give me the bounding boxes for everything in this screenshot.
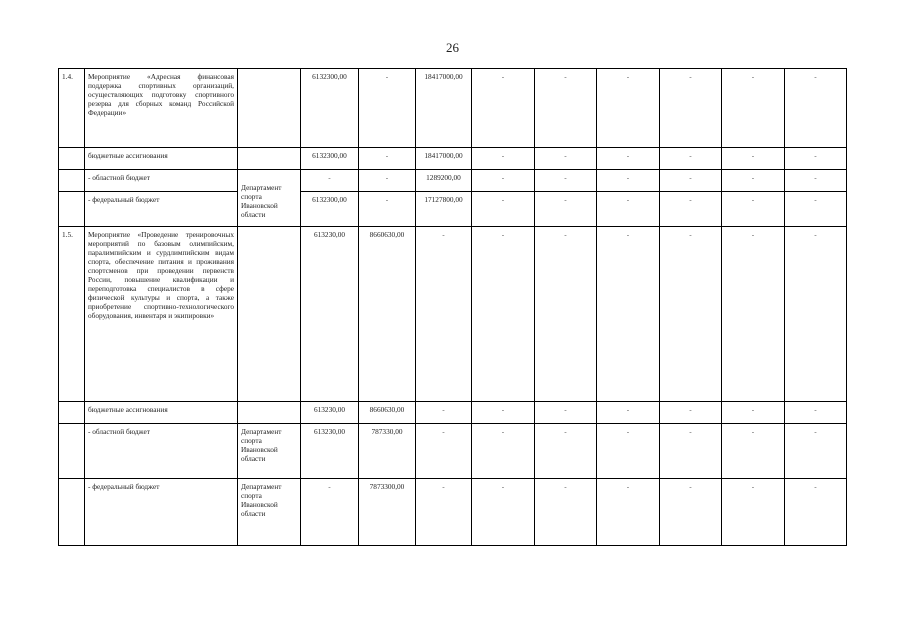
amount-cell: - (301, 170, 359, 192)
table-row (59, 192, 905, 227)
amount-cell: 8660630,00 (359, 227, 416, 402)
amount-cell: - (660, 424, 722, 479)
amount-cell: - (535, 479, 597, 546)
activity-name: - федеральный бюджет (85, 479, 238, 546)
amount-cell: 6132300,00 (301, 192, 359, 227)
activity-name: Мероприятие «Проведение тренировочных мероприятий по базовым олимпийским, паралимпийским и сурдлимпийским видам спорта, обеспечение питания и проживания спортсменов при проведении первенств России, повышение квалификации и переподготовка специалистов в сфере физической культуры и спорта, а также приобретение спортивно-технологического оборудования, инвентаря и экипировки» (85, 227, 238, 402)
amount-cell: 7873300,00 (359, 479, 416, 546)
amount-cell: - (472, 170, 535, 192)
amount-cell: - (722, 192, 785, 227)
amount-cell: - (597, 402, 660, 424)
amount-cell: 613230,00 (301, 227, 359, 402)
amount-cell: - (660, 402, 722, 424)
table-row (59, 148, 905, 170)
amount-cell: - (785, 479, 847, 546)
amount-cell: - (722, 424, 785, 479)
amount-cell: - (535, 424, 597, 479)
executor-cell: Департамент спорта Ивановской области (238, 424, 301, 479)
amount-cell: - (660, 192, 722, 227)
amount-cell: - (359, 192, 416, 227)
amount-cell: - (472, 148, 535, 170)
amount-cell: - (359, 170, 416, 192)
amount-cell: - (722, 227, 785, 402)
executor-cell: Департамент спорта Ивановской области (238, 479, 301, 546)
row-number (59, 402, 85, 424)
page-number: 26 (446, 40, 459, 55)
amount-cell: - (722, 69, 785, 148)
amount-cell: - (722, 148, 785, 170)
amount-cell: - (597, 424, 660, 479)
amount-cell: 613230,00 (301, 424, 359, 479)
activity-name: - федеральный бюджет (85, 192, 238, 227)
table-row (59, 424, 905, 479)
amount-cell: - (785, 69, 847, 148)
amount-cell: - (785, 424, 847, 479)
executor-cell (238, 69, 301, 148)
amount-cell: - (660, 479, 722, 546)
amount-cell: - (535, 148, 597, 170)
activity-name: - областной бюджет (85, 424, 238, 479)
amount-cell: - (359, 69, 416, 148)
amount-cell: - (660, 69, 722, 148)
amount-cell: 18417000,00 (416, 148, 472, 170)
amount-cell: - (301, 479, 359, 546)
amount-cell: - (597, 192, 660, 227)
table-row (59, 170, 905, 192)
amount-cell: - (722, 479, 785, 546)
amount-cell: - (785, 170, 847, 192)
amount-cell: 17127800,00 (416, 192, 472, 227)
amount-cell: 1289200,00 (416, 170, 472, 192)
row-number (59, 148, 85, 170)
amount-cell: - (416, 479, 472, 546)
activity-name: бюджетные ассигнования (85, 148, 238, 170)
amount-cell: 613230,00 (301, 402, 359, 424)
amount-cell: - (472, 402, 535, 424)
amount-cell: - (660, 227, 722, 402)
amount-cell: - (785, 402, 847, 424)
amount-cell: 6132300,00 (301, 148, 359, 170)
amount-cell: - (472, 227, 535, 402)
row-number (59, 170, 85, 192)
amount-cell: - (660, 170, 722, 192)
amount-cell: - (416, 402, 472, 424)
table-row (59, 402, 905, 424)
amount-cell: 6132300,00 (301, 69, 359, 148)
amount-cell: - (785, 227, 847, 402)
amount-cell: - (472, 192, 535, 227)
amount-cell: - (359, 148, 416, 170)
row-number: 1.5. (59, 227, 85, 402)
amount-cell: - (597, 69, 660, 148)
table-row (59, 69, 905, 148)
amount-cell: - (472, 69, 535, 148)
row-number (59, 192, 85, 227)
amount-cell: 8660630,00 (359, 402, 416, 424)
table-row (59, 479, 905, 546)
activity-name: - областной бюджет (85, 170, 238, 192)
table-row (59, 227, 905, 402)
executor-cell (238, 227, 301, 402)
amount-cell: - (597, 170, 660, 192)
amount-cell: 787330,00 (359, 424, 416, 479)
activity-name: Мероприятие «Адресная финансовая поддержка спортивных организаций, осуществляющих подготовку спортивного резерва для сборных команд Российской Федерации» (85, 69, 238, 148)
amount-cell: - (535, 227, 597, 402)
amount-cell: - (722, 170, 785, 192)
executor-cell: Департамент спорта Ивановской области (238, 170, 301, 227)
amount-cell: - (660, 148, 722, 170)
row-number (59, 479, 85, 546)
amount-cell: - (416, 227, 472, 402)
row-number: 1.4. (59, 69, 85, 148)
amount-cell: - (535, 402, 597, 424)
amount-cell: - (785, 148, 847, 170)
executor-cell (238, 148, 301, 170)
amount-cell: 18417000,00 (416, 69, 472, 148)
program-table (58, 68, 905, 546)
amount-cell: - (535, 170, 597, 192)
amount-cell: - (472, 479, 535, 546)
amount-cell: - (785, 192, 847, 227)
amount-cell: - (597, 227, 660, 402)
amount-cell: - (597, 148, 660, 170)
amount-cell: - (472, 424, 535, 479)
amount-cell: - (597, 479, 660, 546)
activity-name: бюджетные ассигнования (85, 402, 238, 424)
amount-cell: - (722, 402, 785, 424)
row-number (59, 424, 85, 479)
executor-cell (238, 402, 301, 424)
amount-cell: - (535, 69, 597, 148)
amount-cell: - (416, 424, 472, 479)
amount-cell: - (535, 192, 597, 227)
